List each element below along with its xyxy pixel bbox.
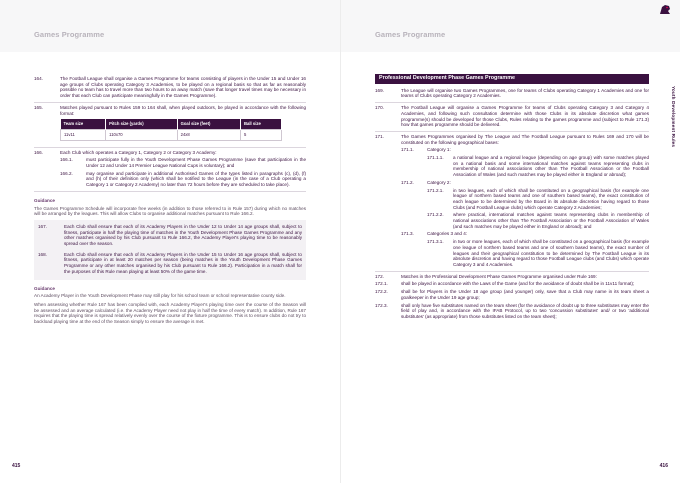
rule-text: where practical, international matches against teams representing clubs in membership of national associations other than The Football Association or the Football Association of Wales (and such matches may be played either in England or abroad); and [453,212,649,229]
rule-text: The Football League shall organise a Games Programme for teams consisting of players in the Under 15 and Under 16 age groups of Clubs operating Category 3 Academies, to be played on a regional basis so that as far as reasonably possible no team has to travel more than two hours to an away match (save that longer travel times may be necessary in order that each Club can participate meaningfully in the Games Programme). [60,76,306,99]
rule-172-1 [375,281,649,287]
rule-text: may organise and participate in additional Authorised Games of the types listed in paragraphs (c), (d), (f) and (h) of their definition only (which shall be notified to the League (in the case of a Club operating a Category 1 or Category 2 Academy) no later than 72 hours before they are scheduled to take place). [86,170,306,188]
rule-number: 164. [34,76,43,81]
rule-number: 171.1. [401,147,414,153]
right-page [340,0,680,483]
rule-number: 171. [375,133,384,139]
rule-text: Category 2: [427,179,451,185]
page-header-title: Games Programme [34,30,105,39]
rule-text: shall only have five substitutes named on the team sheet (for the avoidance of doubt up to three substitutes may enter the field of play and, in accordance with the IFAB Protocol, up to two 'concussion substitutes' and/ or two 'additional substitutes' (as appropriate) from those substitutes listed on the team sheet); [401,302,649,319]
rule-165 [34,103,306,148]
page-header-title: Games Programme [375,30,446,39]
rule-number: 172.3. [375,302,388,308]
rule-number: 171.3.1. [427,239,444,245]
table-header: Goal size (feet) [177,119,240,129]
rule-171-1-1 [427,155,649,178]
rule-number: 166.2. [60,170,73,176]
rule-text: must participate fully in the Youth Development Phase Games Programme (save that participation in the Under 12 and Under 14 Premier League National Cups is voluntary); and [86,157,306,169]
rule-172 [375,272,649,323]
rule-text: Category 1: [427,147,451,153]
section-title: Professional Development Phase Games Programme [375,74,649,84]
rule-171-1 [401,147,649,153]
rule-text: shall be played in accordance with the Laws of the Game (and for the avoidance of doubt shall be in 11v11 format); [401,281,635,287]
header-band [0,0,340,52]
rule-171-2-1 [427,188,649,211]
rule-text: Categories 3 and 4: [427,231,468,237]
rule-number: 166.1. [60,157,73,163]
rule-171-3-1 [427,239,649,268]
rule-text: Matches in the Professional Development Phase Games Programme organised under Rule 169: [401,273,597,279]
rule-text: in two or more leagues, each of which shall be constituted on a geographical basis (for example one league of northern based teams and one of southern based teams), the exact number of leagues and their geographical constitution to be determined by The Football League in its absolute discretion and having regard to those Football League clubs (and Clubs) which operate Category 3 and 4 Academies. [453,239,649,267]
page-number: 415 [12,463,21,469]
guidance-heading: Guidance [34,197,55,203]
rule-text: The Games Programmes organised by The League and The Football League pursuant to Rules 169 and 170 will be constituted on the following geographical bases: [401,133,649,145]
guidance-text: An Academy Player in the Youth Development Phase may still play for his school team or school representative county side. [34,293,286,299]
rule-text: Each Club which operates a Category 1, Category 2 or Category 3 Academy: [60,149,217,155]
guidance-heading: Guidance [34,285,55,291]
rule-171-2-2 [427,212,649,229]
rule-text: The Football League will organise a Games Programme for teams of Clubs operating Category 3 and Category 4 Academies, and following such consultation determine with those Clubs in its absolute discretion what games programme(s) should be developed for those Clubs, Rules relating to the games programme and (subject to Rule 171.3) how that games programme should be delivered. [401,105,649,128]
table-cell: 24x8 [177,129,240,140]
rule-171-3 [401,231,649,237]
rule-166-2 [60,171,306,188]
rule-168 [38,250,302,278]
rule-number: 166. [34,149,43,155]
table-cell: 5 [241,129,282,140]
rule-number: 171.2. [401,179,414,185]
rule-number: 171.3. [401,231,414,237]
page-number: 416 [659,463,668,469]
rule-169 [375,86,649,103]
side-section-label: Youth Development Rules [671,86,676,148]
rule-171-2 [401,180,649,186]
rule-number: 171.2.2. [427,212,444,218]
table-header: Pitch size (yards) [106,119,177,129]
highlighted-rules-box [34,220,306,280]
rule-number: 171.2.1. [427,187,444,193]
header-band [341,0,680,52]
rule-number: 172.1. [375,281,388,287]
guidance-text: When assessing whether Rule 167 has been complied with, each Academy Player's playing time over the course of the Season will be assessed and an average calculated (i.e. the Academy Player need not play in half the time of every match). In addition, Rule 167 requires that the playing time is spread relatively evenly over the course of the fixture programme. This is to ensure clubs do not try to backload playing time at the end of the Season simply to ensure the average is met. [34,301,306,325]
rule-number: 172. [375,273,384,279]
table-header: Team size [61,119,106,129]
right-content [375,74,649,323]
premier-league-lion-icon [658,4,672,16]
rule-172-2 [375,289,649,300]
rule-text: The League will organise two Games Programmes, one for teams of Clubs operating Category 1 Academies and one for teams of Clubs operating Category 2 Academies. [401,87,649,99]
guidance-text: The Games Programme Schedule will incorporate free weeks (in addition to those referred to in Rule 157) during which no matches will be arranged by the leagues. This will allow Clubs to organise additional matches pursuant to Rule 166.2. [34,205,306,217]
table-cell: 11v11 [61,129,106,140]
rule-166-1 [60,157,306,168]
rule-text: Matches played pursuant to Rules 159 to 164 shall, when played outdoors, be played in accordance with the following format: [60,104,306,116]
rule-172-3 [375,303,649,320]
rule-text: a national league and a regional league (depending on age group) with some matches played on a national basis and some international matches against teams representing clubs in membership of national associations other than The Football Association or the Football Association of Wales (and such matches may be played either in England or abroad); [453,155,649,178]
rule-number: 170. [375,105,384,111]
left-content [34,74,306,328]
rule-text: Each Club shall ensure that each of its Academy Players in the Under 15 to Under 16 age groups shall, subject to fitness, participate in at least 20 matches per season (being matches in the Youth Development Phase Games Programme or any other matches organised by his Club pursuant to Rule 166.2). Participation in a match shall for the purposes of this Rule mean playing at least 50% of the game time. [64,251,302,274]
table-header: Ball size [241,119,282,129]
rule-text: in two leagues, each of which shall be constituted on a geographical basis (for example one league of northern based teams and one of southern based teams), the exact constitution of each league to be determined by the Board in its absolute discretion having regard to those Clubs (and Football League clubs) which operate Category 2 Academies; [453,187,649,210]
rule-number: 168. [38,251,47,257]
rule-166 [34,148,306,192]
rule-text: Each Club shall ensure that each of its Academy Players in the Under 12 to Under 14 age groups shall, subject to fitness, participate in half the playing time of matches in the Youth Development Phase Games Programme and any other matches organised by his Club pursuant to Rule 166.2, the Academy Player's playing time to be reasonably spread over the season. [64,223,302,247]
rule-number: 169. [375,87,384,93]
rule-number: 165. [34,104,43,110]
match-format-table [60,119,282,140]
rule-170 [375,103,649,132]
rule-number: 167. [38,223,47,229]
rule-171 [375,132,649,272]
rule-number: 171.1.1. [427,155,444,161]
rule-164 [34,74,306,103]
table-cell: 110x70 [106,129,177,140]
rule-167 [38,222,302,250]
rule-text: shall be for Players in the Under 18 age group (and younger) only, save that a Club may name in its team sheet a goalkeeper in the Under 19 age group; [401,289,649,300]
table-row [61,129,282,140]
rule-number: 172.2. [375,289,388,295]
